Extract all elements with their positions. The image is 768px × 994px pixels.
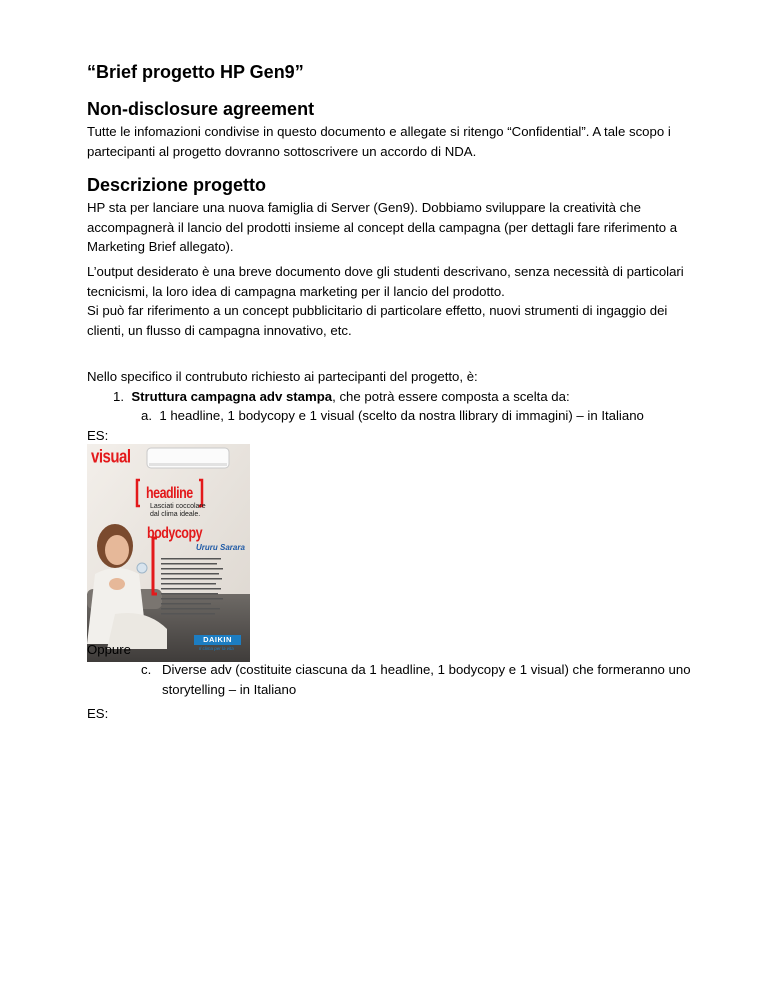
list-subitem-a-marker: a. <box>141 408 152 423</box>
list-item-1 <box>113 387 570 407</box>
descrizione-heading: Descrizione progetto <box>87 175 267 195</box>
ad-slogan: Lasciati coccolare dal clima ideale. <box>150 503 206 518</box>
nda-text: Tutte le infomazioni condivise in questo documento e allegate si ritengo “Confidential”. A tale scopo i partecipanti al progetto dovranno sottoscrivere un accordo di NDA. <box>87 124 671 159</box>
ad-brand: Ururu Sarara <box>196 543 245 552</box>
list-item-1-rest: , che potrà essere composta a scelta da: <box>332 389 570 404</box>
descrizione-paragraph-2b: Si può far riferimento a un concept pubblicitario di particolare effetto, nuovi strumenti di ingaggio dei clienti, un flusso di campagna innovativo, etc. <box>87 303 668 338</box>
es-label-1: ES: <box>87 428 109 443</box>
descrizione-paragraph-2a: L’output desiderato è una breve documento dove gli studenti descrivano, senza necessità di particolari tecnicismi, la loro idea di campagna marketing per il lancio del prodotto. <box>87 264 684 299</box>
daikin-logo: DAIKIN <box>194 635 241 645</box>
list-subitem-c-text: Diverse adv (costituite ciascuna da 1 headline, 1 bodycopy e 1 visual) che formeranno uno storytelling – in Italiano <box>162 662 691 697</box>
list-subitem-a <box>141 406 644 426</box>
descrizione-paragraph-1: HP sta per lanciare una nuova famiglia di Server (Gen9). Dobbiamo sviluppare la creatività che accompagnerà il lancio del prodotti insieme al concept della campagna (per dettagli fare riferimento a Marketing Brief allegato). <box>87 200 678 254</box>
list-subitem-a-text: 1 headline, 1 bodycopy e 1 visual (scelto da nostra llibrary di immagini) – in Italiano <box>159 408 644 423</box>
es-label-2: ES: <box>87 706 109 721</box>
nda-heading: Non-disclosure agreement <box>87 99 315 119</box>
document-title: “Brief progetto HP Gen9” <box>87 62 304 82</box>
list-subitem-c-marker: c. <box>141 662 152 677</box>
ad-headline-label: headline <box>146 484 193 502</box>
ad-example-image <box>87 444 250 662</box>
descrizione-paragraph-3: Nello specifico il contrubuto richiesto ai partecipanti del progetto, è: <box>87 369 478 384</box>
ad-visual-label: visual <box>91 446 131 468</box>
list-subitem-c <box>141 660 701 699</box>
ad-tagline: Il clima per la vita <box>199 646 234 651</box>
list-item-1-number: 1. <box>113 389 124 404</box>
oppure-label: Oppure <box>87 642 131 657</box>
list-item-1-bold: Struttura campagna adv stampa <box>131 389 333 404</box>
ad-bodycopy-label: bodycopy <box>147 524 203 542</box>
ad-illustration <box>87 444 250 662</box>
